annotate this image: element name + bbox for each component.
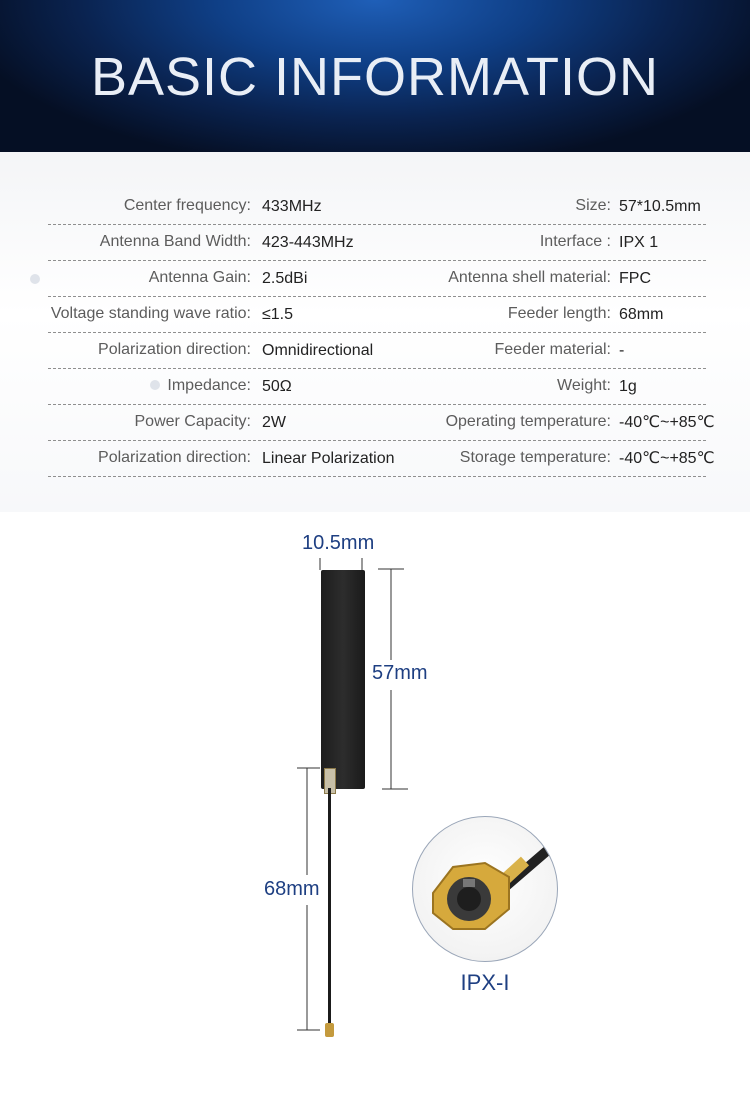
spec-label: Impedance: <box>167 377 251 394</box>
spec-label: Center frequency: <box>123 197 251 214</box>
spec-label: Feeder length: <box>507 305 611 322</box>
spec-label: Storage temperature: <box>459 449 611 466</box>
spec-value: Omnidirectional <box>262 342 374 359</box>
spec-value: 2.5dBi <box>262 270 308 287</box>
page-title: BASIC INFORMATION <box>90 47 660 107</box>
feeder-cable <box>328 788 331 1028</box>
spec-label: Interface : <box>539 233 611 250</box>
spec-label: Power Capacity: <box>134 413 251 430</box>
spec-value: Linear Polarization <box>262 450 395 467</box>
spec-value: IPX 1 <box>619 234 659 251</box>
spec-value: - <box>619 342 625 359</box>
spec-label: Polarization direction: <box>98 341 251 358</box>
connector-type-label: IPX-I <box>460 970 510 995</box>
spec-label: Antenna Gain: <box>148 269 251 286</box>
spec-value: ≤1.5 <box>262 306 294 323</box>
ipx-connector-icon <box>413 817 557 961</box>
spec-value: 57*10.5mm <box>619 198 701 215</box>
spec-value: -40℃~+85℃ <box>619 414 715 431</box>
spec-label: Feeder material: <box>494 341 611 358</box>
spec-value: 423-443MHz <box>262 234 354 251</box>
spec-label: Size: <box>575 197 611 214</box>
spec-label: Antenna shell material: <box>448 269 611 286</box>
spec-label: Operating temperature: <box>445 413 611 430</box>
spec-label: Antenna Band Width: <box>99 233 251 250</box>
spec-value: 433MHz <box>262 198 322 215</box>
connector-closeup <box>412 816 558 962</box>
spec-value: 50Ω <box>262 378 292 395</box>
ipx-connector-end <box>325 1023 334 1037</box>
spec-label: Polarization direction: <box>98 449 251 466</box>
panel-height-label: 57mm <box>372 662 428 684</box>
antenna-panel <box>321 570 365 789</box>
spec-value: 2W <box>262 414 286 431</box>
spec-value: FPC <box>619 270 651 287</box>
spec-value: 68mm <box>619 306 664 323</box>
width-dimension-label: 10.5mm <box>302 532 375 554</box>
spec-label: Voltage standing wave ratio: <box>50 305 251 322</box>
spec-value: -40℃~+85℃ <box>619 450 715 467</box>
cable-length-label: 68mm <box>264 878 320 900</box>
spec-label: Weight: <box>557 377 611 394</box>
spec-value: 1g <box>619 378 637 395</box>
